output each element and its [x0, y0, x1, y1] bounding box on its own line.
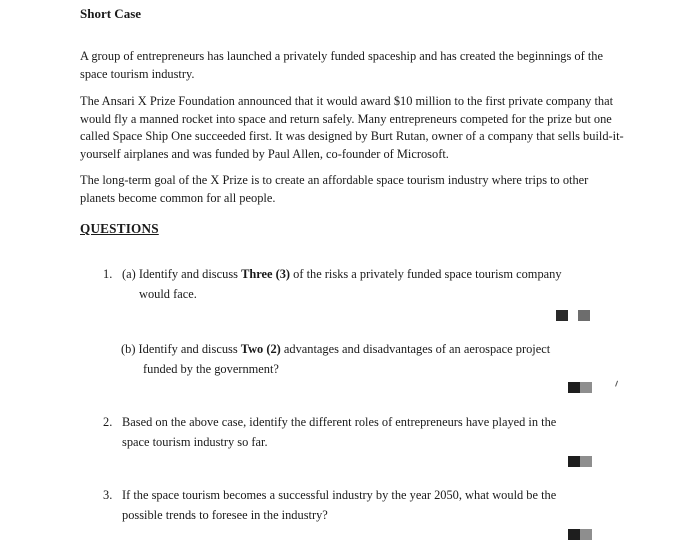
question-1b [121, 339, 621, 381]
redaction-mark [568, 456, 592, 467]
question-1b-bold: Two (2) [240, 342, 281, 356]
question-1b-line1 [121, 339, 621, 359]
question-1b-line2: funded by the government? [143, 362, 279, 376]
question-3-line2: possible trends to foresee in the industry? [122, 508, 328, 522]
question-1a-prefix: (a) Identify and discuss [122, 267, 242, 281]
question-1a-line1-rest: of the risks a privately funded space tourism company [290, 267, 562, 281]
case-paragraph-3: The long-term goal of the X Prize is to create an affordable space tourism industry where trips to other planets become common for all people. [80, 173, 589, 205]
redaction-mark [556, 310, 568, 321]
question-2 [103, 412, 633, 454]
question-1a-line2: would face. [139, 287, 197, 301]
case-heading: Short Case [80, 6, 142, 21]
stray-mark [615, 381, 620, 388]
question-1-number: 1. [103, 267, 113, 281]
question-2-text [122, 412, 622, 452]
question-2-line1: Based on the above case, identify the different roles of entrepreneurs have played in the [122, 415, 557, 429]
case-paragraph-2: The Ansari X Prize Foundation announced that it would award $10 million to the first private company that would fly a manned rocket into space and return safely. Many entrepreneurs competed for the prize but one called Space Ship One succeeded first. It was designed by Burt Rutan, owner of a company that sells build-it-yourself airplanes and was funded by Paul Allen, co-founder of Microsoft. [80, 94, 624, 161]
question-1a [103, 264, 633, 306]
question-3 [103, 485, 633, 527]
redaction-mark [578, 310, 590, 321]
questions-title: QUESTIONS [80, 221, 159, 236]
question-2-number: 2. [103, 415, 113, 429]
question-3-number: 3. [103, 488, 113, 502]
question-1a-text [122, 264, 622, 304]
case-paragraph-1: A group of entrepreneurs has launched a privately funded spaceship and has created the beginnings of the space tourism industry. [80, 49, 603, 81]
redaction-mark [568, 382, 592, 393]
question-1b-line1-rest: advantages and disadvantages of an aerospace project [280, 342, 551, 356]
question-3-text [122, 485, 622, 525]
question-3-line1: If the space tourism becomes a successful industry by the year 2050, what would be the [122, 488, 557, 502]
redaction-mark [568, 529, 592, 540]
question-1b-prefix: (b) Identify and discuss [121, 342, 241, 356]
question-1a-bold: Three (3) [241, 267, 291, 281]
question-2-line2: space tourism industry so far. [122, 435, 268, 449]
